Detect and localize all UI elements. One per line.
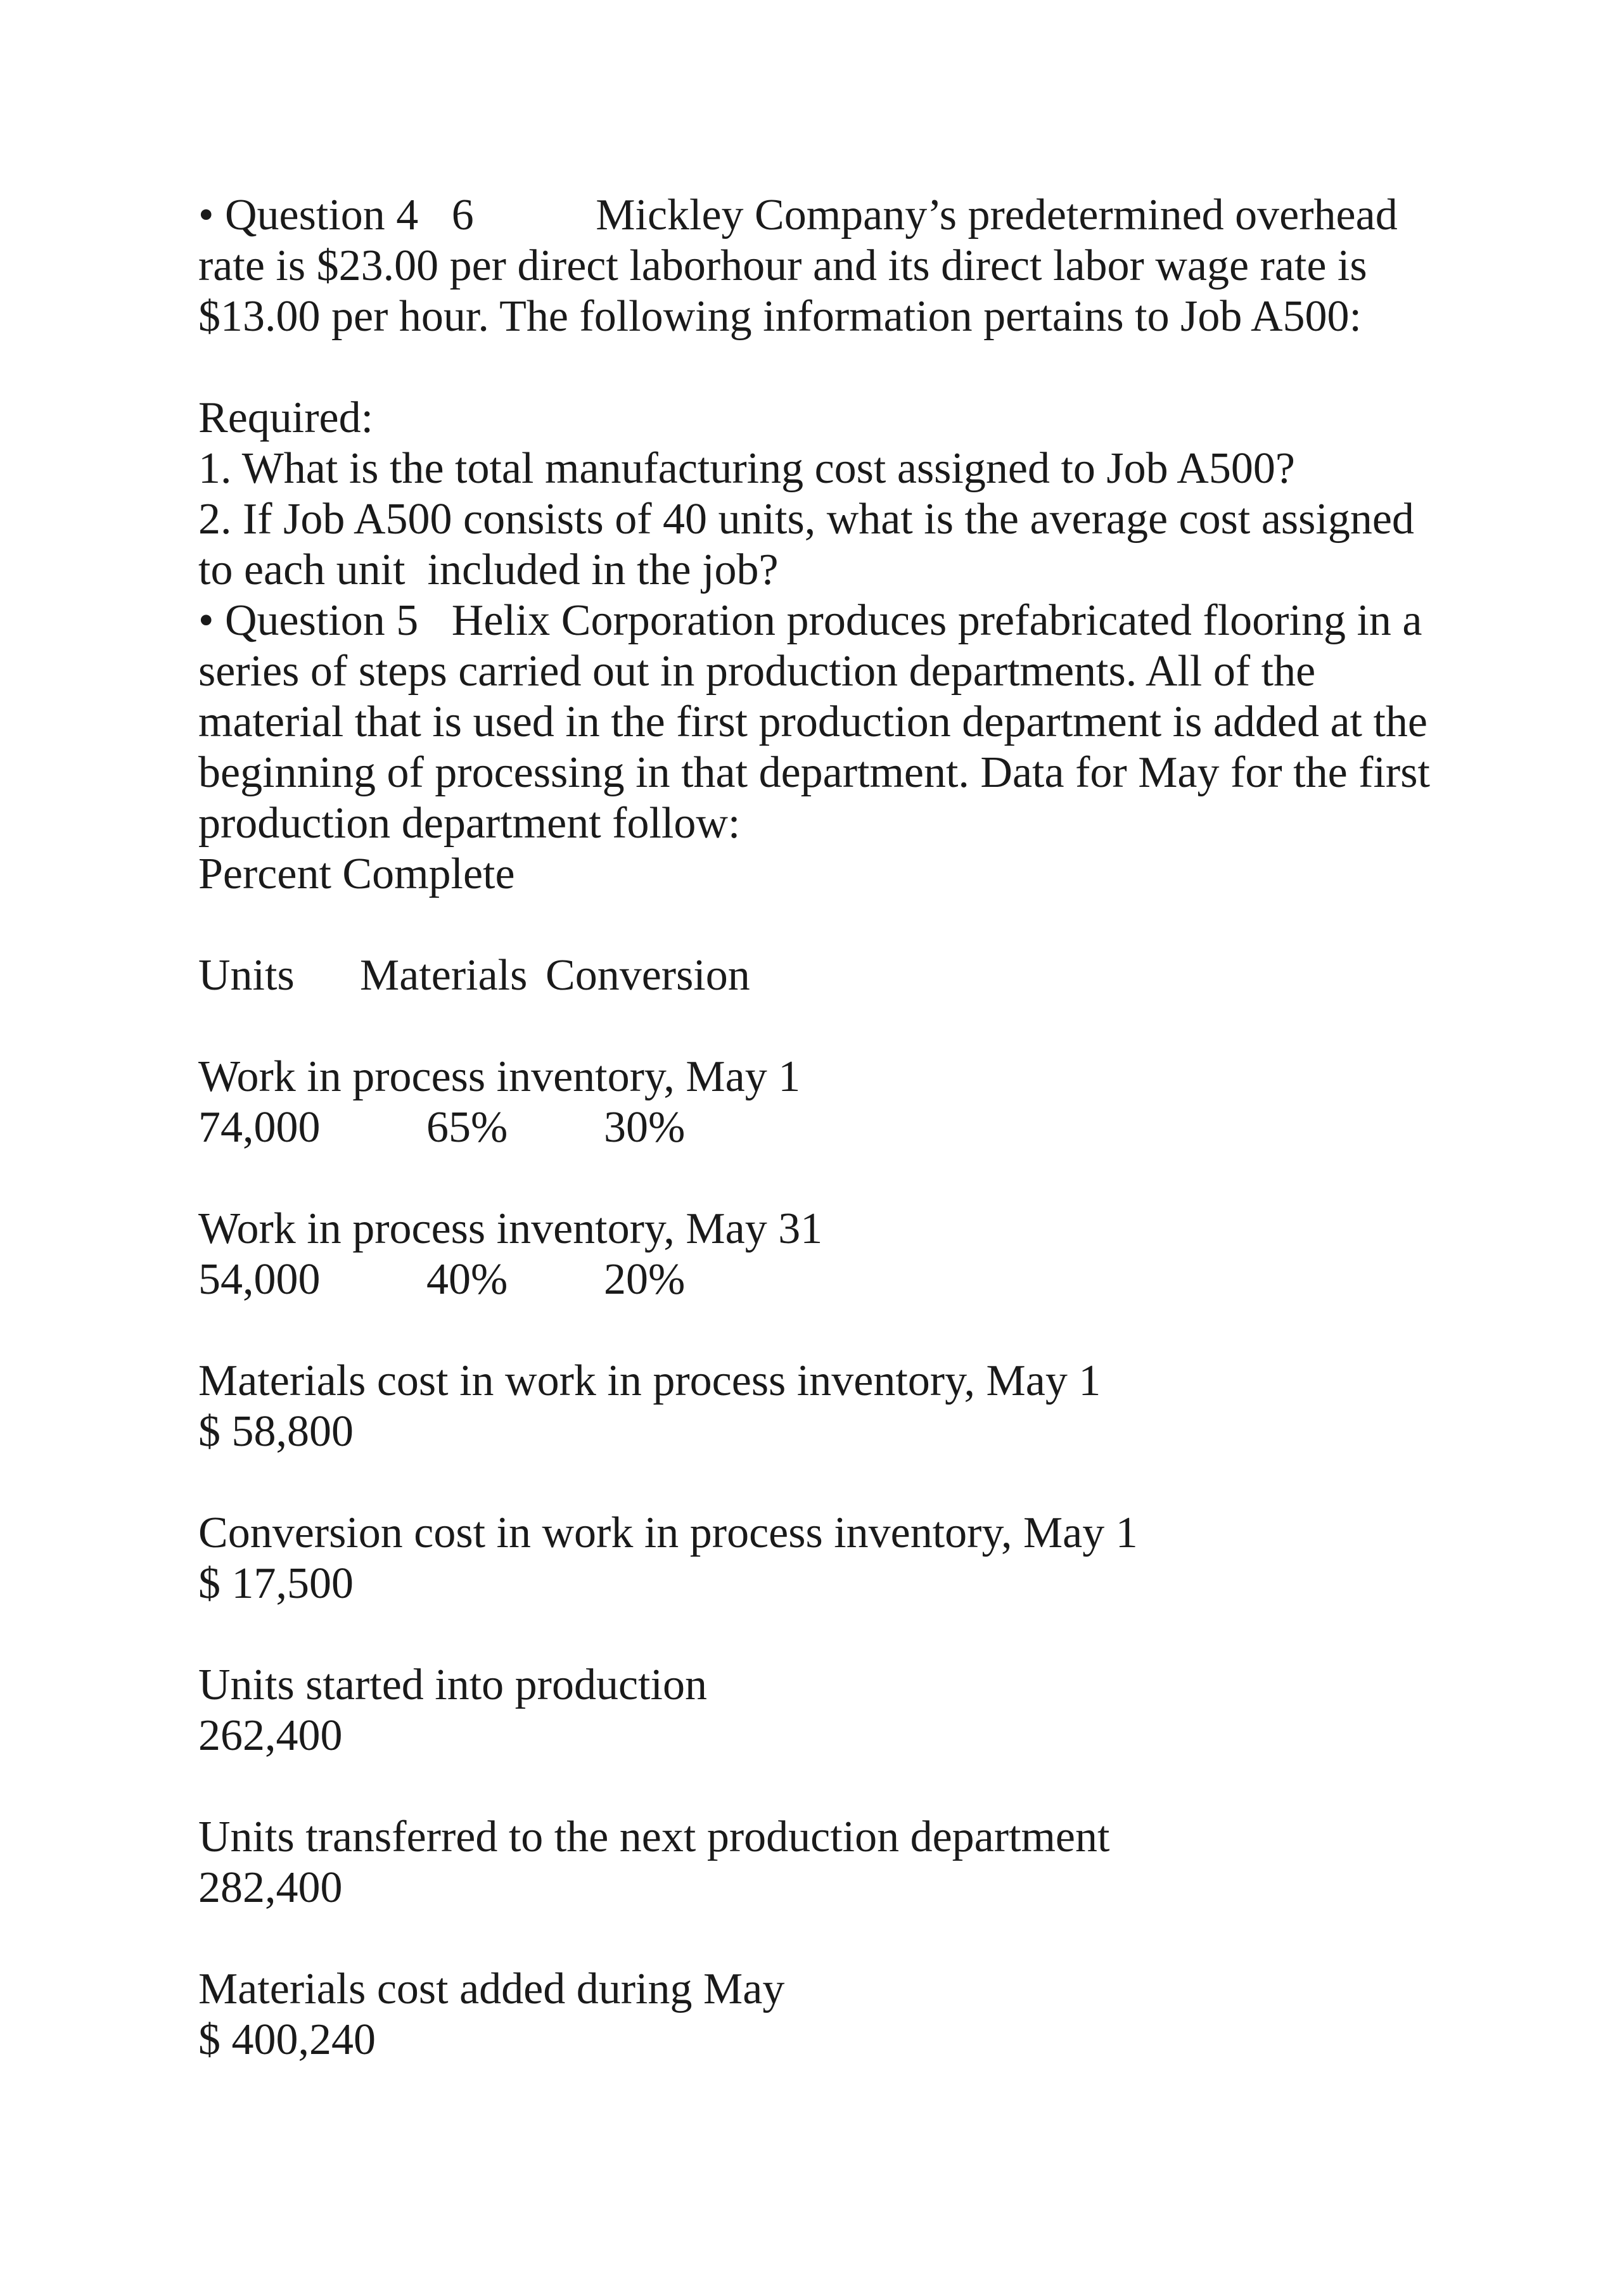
spacer <box>198 1609 1466 1660</box>
q4-line-3: $13.00 per hour. The following information pertains to Job A500: <box>198 292 1362 341</box>
conversion-cost-wip-label: Conversion cost in work in process inventory, May 1 <box>198 1508 1138 1557</box>
q4-requirement-2a: 2. If Job A500 consists of 40 units, what is the average cost assigned <box>198 495 1414 544</box>
q5-line-4: beginning of processing in that department. Data for May for the first <box>198 748 1430 797</box>
header-materials: Materials <box>360 951 528 1000</box>
units-transferred-label: Units transferred to the next production department <box>198 1813 1110 1861</box>
q4-required-label: Required: <box>198 393 374 442</box>
wip-may31-materials: 40% <box>426 1255 508 1304</box>
percent-complete-label: Percent Complete <box>198 850 515 898</box>
spacer <box>198 1913 1466 1964</box>
spacer <box>198 1001 1466 1052</box>
wip-may31-label: Work in process inventory, May 31 <box>198 1204 823 1253</box>
spacer <box>198 900 1466 950</box>
wip-may31-units: 54,000 <box>198 1255 321 1304</box>
q5-line-2: series of steps carried out in production departments. All of the <box>198 647 1316 696</box>
units-started-label: Units started into production <box>198 1661 707 1709</box>
q5-line-5: production department follow: <box>198 799 741 848</box>
spacer <box>198 1761 1466 1812</box>
document-body <box>198 190 1466 2065</box>
wip-may1-conversion: 30% <box>604 1103 686 1152</box>
q5-line-3: material that is used in the first production department is added at the <box>198 698 1428 746</box>
materials-cost-wip-value: $ 58,800 <box>198 1407 354 1456</box>
q5-line-1: • Question 5 Helix Corporation produces prefabricated flooring in a <box>198 596 1422 645</box>
materials-added-label: Materials cost added during May <box>198 1965 785 2013</box>
spacer <box>198 1153 1466 1204</box>
wip-may31-conversion: 20% <box>604 1255 686 1304</box>
wip-may1-materials: 65% <box>426 1103 508 1152</box>
q4-requirement-2b: to each unit included in the job? <box>198 545 779 594</box>
column-headers <box>198 950 1466 1001</box>
wip-may1-units: 74,000 <box>198 1103 321 1152</box>
materials-cost-wip-label: Materials cost in work in process inventory, May 1 <box>198 1356 1101 1405</box>
spacer <box>198 342 1466 393</box>
spacer <box>198 1305 1466 1356</box>
wip-may31-values <box>198 1254 1466 1305</box>
q4-line-1: • Question 4 6 Mickley Company’s predetermined overhead <box>198 191 1398 239</box>
wip-may1-label: Work in process inventory, May 1 <box>198 1052 801 1101</box>
header-conversion: Conversion <box>546 951 750 1000</box>
conversion-cost-wip-value: $ 17,500 <box>198 1559 354 1608</box>
units-started-value: 262,400 <box>198 1711 343 1760</box>
materials-added-value: $ 400,240 <box>198 2015 376 2064</box>
spacer <box>198 1457 1466 1508</box>
units-transferred-value: 282,400 <box>198 1863 343 1912</box>
q4-requirement-1: 1. What is the total manufacturing cost assigned to Job A500? <box>198 444 1295 493</box>
q4-line-2: rate is $23.00 per direct laborhour and its direct labor wage rate is <box>198 241 1367 290</box>
header-units: Units <box>198 951 295 1000</box>
wip-may1-values <box>198 1102 1466 1153</box>
